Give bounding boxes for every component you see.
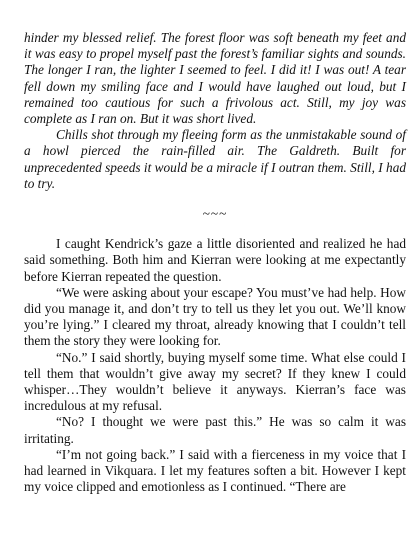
scene-separator: ~~~ xyxy=(202,206,228,222)
paragraph-3: “No.” I said shortly, buying myself some time. What else could I tell them that wouldn’t give away my secret? If they knew I could whisper…They wouldn’t believe it anyways. Kierran’s face was incredulous at my refusal. xyxy=(24,349,406,414)
italic-paragraph-2: Chills shot through my fleeing form as the unmistakable sound of a howl pierced the rain-filled air. The Galdreth. Built for unprecedented speeds it would be a miracle if I outran them. Still, I had to try. xyxy=(24,127,406,191)
paragraph-2: “We were asking about your escape? You must’ve had help. How did you manage it, and don’t try to tell us they let you out. We’ll know you’re lying.” I cleared my throat, already knowing that I couldn’t tell them the story they were looking for. xyxy=(24,284,406,349)
paragraph-1: I caught Kendrick’s gaze a little disoriented and realized he had said something. Both him and Kierran were looking at me expectantly before Kierran repeated the question. xyxy=(24,236,406,284)
italic-paragraph-1: hinder my blessed relief. The forest floor was soft beneath my feet and it was easy to propel myself past the forest’s familiar sights and sounds. The longer I ran, the lighter I seemed to feel. I did it! I was out! A tear fell down my smiling face and I would have laughed out loud, but I remained too cautious for such a frivolous act. Still, my joy was complete as I ran on. But it was short lived. xyxy=(24,30,406,127)
paragraph-5: “I’m not going back.” I said with a fierceness in my voice that I had learned in Vikquara. I let my features soften a bit. However I kept my voice clipped and emotionless as I continued. “There are xyxy=(24,446,406,495)
paragraph-4: “No? I thought we were past this.” He was so calm it was irritating. xyxy=(24,414,406,446)
book-page xyxy=(24,30,406,495)
